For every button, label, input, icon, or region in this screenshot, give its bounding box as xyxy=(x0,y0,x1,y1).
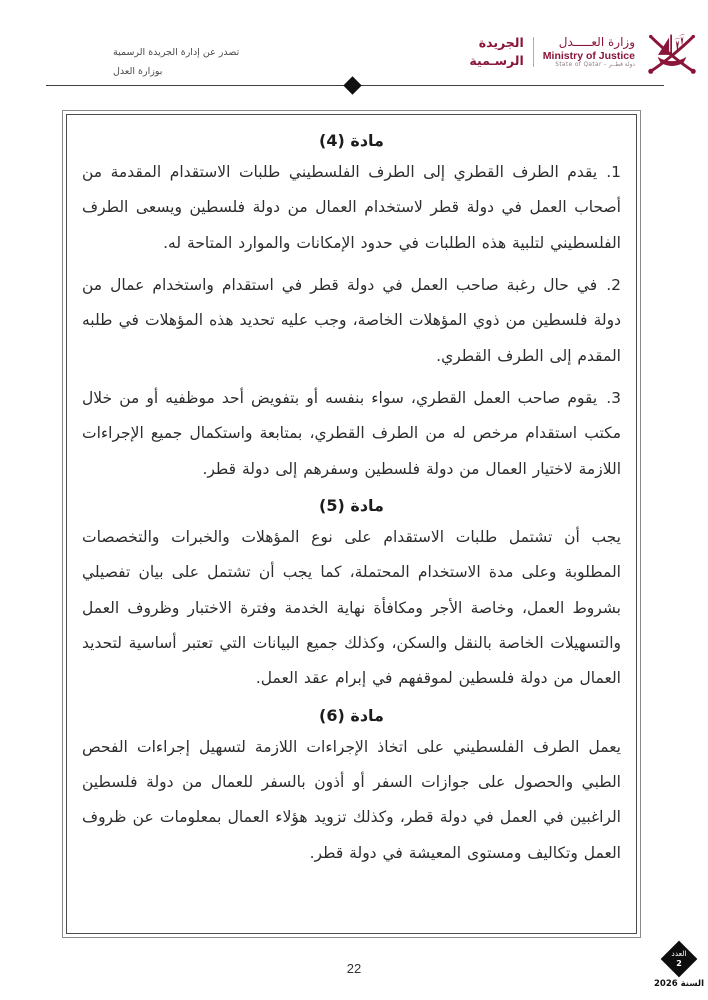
article-4 xyxy=(82,131,621,487)
gazette-title-line2: الرسـمية xyxy=(469,53,524,68)
content-frame-inner xyxy=(66,114,637,934)
issue-number: 2 xyxy=(676,958,682,968)
page-number: 22 xyxy=(346,961,362,976)
article-6 xyxy=(82,706,621,871)
issue-diamond-badge xyxy=(659,940,699,978)
ministry-emblem-icon xyxy=(644,27,700,77)
ministry-block xyxy=(543,36,635,69)
article-4-item-2 xyxy=(82,268,621,374)
gazette-title xyxy=(469,34,523,70)
article-5-title: مادة (5) xyxy=(319,495,384,515)
issue-diamond-text xyxy=(659,940,699,978)
list-marker: 1. xyxy=(606,163,621,181)
content-frame-outer xyxy=(62,110,641,938)
publisher-line2: بوزارة العدل xyxy=(113,65,163,77)
article-4-item-3-text: يقوم صاحب العمل القطري، سواء بنفسه أو بتفويض أحد موظفيه أو من خلال مكتب استقدام مرخص له من الطرف القطري، بمتابعة واستكمال جميع الإجراءات اللازمة لاختيار العمال من دولة فلسطين وسفرهم إلى دولة قطر. xyxy=(82,388,621,478)
article-4-item-2-text: في حال رغبة صاحب العمل في دولة قطر في استقدام واستخدام عمال من دولة فلسطين من ذوي المؤهلات الخاصة، وجب عليه تحديد هذه المؤهلات في طلبه المقدم إلى الطرف القطري. xyxy=(82,275,621,365)
list-marker: 2. xyxy=(606,275,621,294)
ministry-name-english: Ministry of Justice xyxy=(542,49,635,62)
state-of-qatar-line: State of Qatar - دولة قطــر xyxy=(555,61,635,68)
publisher-note xyxy=(113,44,245,81)
article-4-title: مادة (4) xyxy=(319,131,384,150)
masthead xyxy=(469,26,700,78)
article-5 xyxy=(82,496,621,697)
article-5-paragraph: يجب أن تشتمل طلبات الاستقدام على نوع المؤهلات والخبرات والتخصصات المطلوبة وعلى مدة الاستخدام المحتملة، كما يجب أن تشتمل على بيان تفصيلي بشروط العمل، وخاصة الأجر ومكافأة نهاية الخدمة وفترة الاختبار وظروف العمل والتسهيلات الخاصة بالنقل والسكن، وكذلك جميع البيانات التي تعتبر أساسية لتحديد العمال من دولة فلسطين لموقفهم في إبرام عقد العمل. xyxy=(82,527,621,688)
masthead-divider xyxy=(533,37,534,67)
article-6-title: مادة (6) xyxy=(319,705,384,725)
issue-tab xyxy=(652,940,706,989)
article-4-item-1-text: يقدم الطرف القطري إلى الطرف الفلسطيني طلبات الاستقدام المقدمة من أصحاب العمل في دولة قطر لاستخدام العمال من دولة فلسطين ويسعى الطرف الفلسطيني لتلبية هذه الطلبات في حدود الإمكانات والموارد المتاحة له. xyxy=(82,163,621,252)
gazette-title-line1: الجريدة xyxy=(478,34,524,50)
ministry-name-arabic: وزارة العـــــدل xyxy=(558,34,635,49)
diamond-ornament-icon xyxy=(343,76,361,94)
issue-label: العدد xyxy=(671,948,687,958)
issue-year: السنة 2026 xyxy=(653,979,704,989)
article-6-paragraph: يعمل الطرف الفلسطيني على اتخاذ الإجراءات اللازمة لتسهيل إجراءات الفحص الطبي والحصول على جوازات السفر أو أذون بالسفر للعمال من دولة فلسطين الراغبين في العمل في دولة قطر، وكذلك تزويد هؤلاء العمال بمعلومات عن ظروف العمل وتكاليف ومستوى المعيشة في دولة قطر. xyxy=(82,737,621,862)
publisher-line1: تصدر عن إدارة الجريدة الرسمية xyxy=(113,47,240,58)
article-4-item-3 xyxy=(82,381,621,487)
list-marker: 3. xyxy=(606,388,621,407)
article-4-item-1 xyxy=(82,155,621,261)
